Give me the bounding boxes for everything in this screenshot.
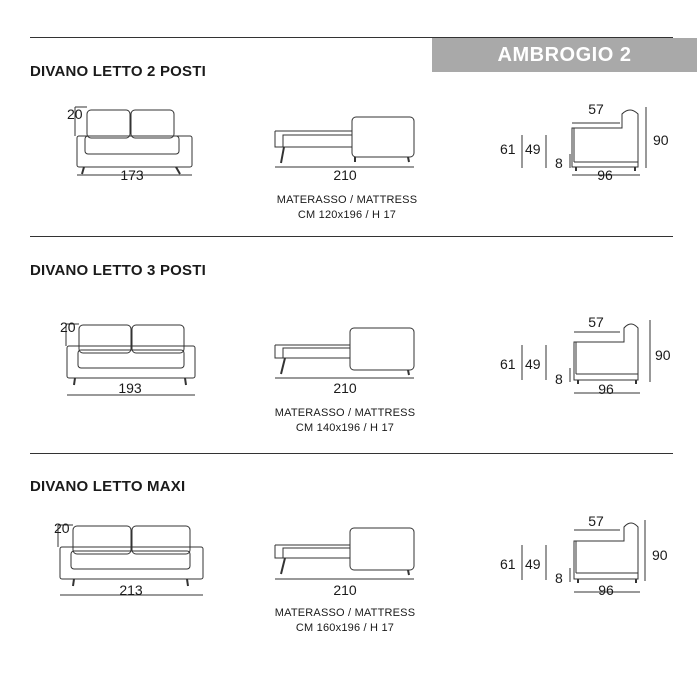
seat-height-label: 61 bbox=[500, 556, 516, 572]
seat-height-label: 61 bbox=[500, 141, 516, 157]
mattress-size: CM 140x196 / H 17 bbox=[295, 422, 395, 434]
mattress-size: CM 160x196 / H 17 bbox=[295, 622, 395, 634]
side-view-drawing bbox=[522, 320, 650, 393]
mattress-label: MATERASSO / MATTRESS bbox=[276, 194, 418, 206]
bed-length-label: 210 bbox=[333, 380, 357, 396]
side-depth-label: 96 bbox=[598, 582, 614, 598]
total-height-label: 90 bbox=[652, 547, 668, 563]
mattress-label: MATERASSO / MATTRESS bbox=[274, 607, 416, 619]
side-depth-label: 96 bbox=[598, 381, 614, 397]
section-divider bbox=[30, 453, 673, 454]
armrest-height-label: 20 bbox=[60, 319, 76, 335]
leg-height-label: 8 bbox=[555, 155, 563, 171]
front-width-label: 173 bbox=[120, 167, 144, 183]
section-title: DIVANO LETTO 2 POSTI bbox=[30, 63, 206, 80]
arm-height-label: 49 bbox=[525, 556, 541, 572]
leg-height-label: 8 bbox=[555, 371, 563, 387]
mattress-label: MATERASSO / MATTRESS bbox=[274, 407, 416, 419]
front-width-label: 213 bbox=[119, 582, 143, 598]
section-divider bbox=[30, 236, 673, 237]
seat-depth-label: 57 bbox=[588, 513, 604, 529]
side-depth-label: 96 bbox=[597, 167, 613, 183]
section-maxi bbox=[0, 465, 700, 665]
bed-length-label: 210 bbox=[333, 582, 357, 598]
mattress-size: CM 120x196 / H 17 bbox=[297, 209, 397, 221]
side-view-drawing bbox=[522, 107, 646, 175]
bed-length-label: 210 bbox=[333, 167, 357, 183]
armrest-height-label: 20 bbox=[54, 520, 70, 536]
mattress-info bbox=[247, 193, 447, 223]
arm-height-label: 49 bbox=[525, 356, 541, 372]
total-height-label: 90 bbox=[653, 132, 669, 148]
seat-depth-label: 57 bbox=[588, 314, 604, 330]
bed-open-drawing bbox=[275, 117, 414, 167]
seat-depth-label: 57 bbox=[588, 101, 604, 117]
section-title: DIVANO LETTO 3 POSTI bbox=[30, 262, 206, 279]
section-title: DIVANO LETTO MAXI bbox=[30, 478, 186, 495]
arm-height-label: 49 bbox=[525, 141, 541, 157]
front-width-label: 193 bbox=[118, 380, 142, 396]
total-height-label: 90 bbox=[655, 347, 671, 363]
seat-height-label: 61 bbox=[500, 356, 516, 372]
front-view-drawing bbox=[75, 107, 192, 175]
section-3-posti bbox=[0, 250, 700, 450]
bed-open-drawing bbox=[275, 328, 414, 378]
section-2-posti bbox=[0, 50, 700, 250]
armrest-height-label: 20 bbox=[67, 106, 83, 122]
mattress-info bbox=[245, 606, 445, 636]
mattress-info bbox=[245, 406, 445, 436]
leg-height-label: 8 bbox=[555, 570, 563, 586]
model-name-banner: AMBROGIO 2 bbox=[432, 38, 697, 72]
bed-open-drawing bbox=[275, 528, 414, 579]
